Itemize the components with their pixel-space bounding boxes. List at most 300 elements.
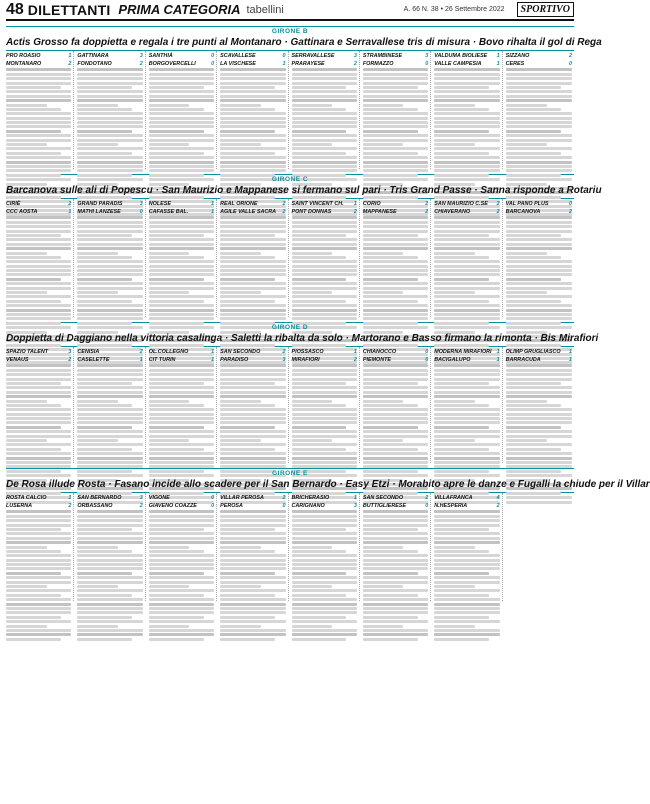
text-line	[292, 95, 357, 98]
text-line	[363, 121, 428, 124]
text-line	[6, 519, 71, 522]
text-line	[506, 395, 572, 398]
text-line	[77, 165, 142, 168]
text-line	[77, 519, 142, 522]
text-line	[77, 282, 142, 285]
text-line	[292, 278, 347, 281]
text-line	[506, 112, 572, 115]
text-line	[363, 572, 418, 575]
text-line	[149, 598, 214, 601]
text-line	[363, 112, 428, 115]
text-line	[6, 90, 71, 93]
group-title: GIRONE D	[6, 322, 574, 331]
text-line	[292, 519, 357, 522]
text-line	[292, 550, 347, 553]
text-line	[220, 546, 261, 549]
team-name: BARCANOVA	[505, 209, 541, 215]
text-line	[149, 300, 204, 303]
team-score-row	[292, 59, 357, 67]
team-name: BORGOVERCELLI	[148, 61, 196, 67]
text-line	[434, 448, 489, 451]
text-line	[363, 439, 404, 442]
text-line	[6, 326, 71, 329]
text-line	[6, 313, 71, 316]
text-line	[149, 252, 190, 255]
text-line	[149, 559, 214, 562]
text-line	[434, 519, 499, 522]
text-line	[434, 304, 499, 307]
text-line	[292, 439, 333, 442]
text-line	[434, 585, 475, 588]
text-line	[434, 117, 499, 120]
team-name: OLIMP GRUGLIASCO	[505, 349, 561, 355]
match-report	[149, 493, 217, 601]
text-line	[434, 532, 499, 535]
text-line	[220, 247, 285, 250]
text-line	[6, 633, 71, 636]
text-line	[149, 112, 214, 115]
text-line	[292, 247, 357, 250]
text-line	[149, 373, 214, 376]
text-line	[363, 152, 418, 155]
team-score-row	[220, 199, 285, 207]
text-line	[220, 404, 275, 407]
text-line	[434, 313, 499, 316]
text-line	[506, 317, 572, 320]
team-score-row	[363, 199, 428, 207]
text-line	[506, 77, 572, 80]
text-line	[220, 121, 285, 124]
text-line	[220, 282, 285, 285]
text-line	[506, 108, 562, 111]
text-line	[292, 139, 357, 142]
text-line	[149, 594, 204, 597]
team-score-row	[77, 59, 142, 67]
text-line	[149, 413, 214, 416]
text-line	[434, 391, 499, 394]
text-line	[292, 282, 357, 285]
text-line	[506, 117, 572, 120]
text-line	[363, 465, 428, 468]
text-line	[220, 169, 285, 172]
text-line	[363, 364, 428, 367]
text-line	[363, 408, 428, 411]
text-line	[363, 95, 428, 98]
text-line	[434, 413, 499, 416]
text-line	[363, 391, 428, 394]
team-score-row	[434, 355, 499, 363]
text-line	[220, 625, 261, 628]
text-line	[220, 287, 285, 290]
text-line	[149, 243, 214, 246]
text-line	[149, 265, 214, 268]
text-line	[77, 256, 132, 259]
text-line	[434, 435, 499, 438]
text-line	[506, 125, 572, 128]
team-score-row	[506, 207, 572, 215]
text-line	[6, 169, 71, 172]
text-line	[363, 576, 428, 579]
text-line	[77, 378, 142, 381]
text-line	[220, 82, 285, 85]
text-line	[220, 550, 275, 553]
publication-logo: SPORTIVO	[517, 2, 574, 17]
team-name: REAL ORIONE	[220, 201, 258, 207]
text-line	[149, 309, 214, 312]
text-line	[77, 576, 142, 579]
team-name: PONT DONNAS	[291, 209, 332, 215]
text-line	[6, 108, 61, 111]
team-score: 2	[425, 495, 429, 501]
text-line	[6, 121, 71, 124]
text-line	[506, 287, 572, 290]
text-line	[149, 287, 214, 290]
text-line	[220, 629, 285, 632]
text-line	[292, 400, 333, 403]
team-score-row	[149, 355, 214, 363]
text-line	[220, 221, 285, 224]
text-line	[363, 269, 428, 272]
text-line	[6, 546, 47, 549]
text-line	[149, 104, 190, 107]
text-line	[292, 143, 333, 146]
team-score: 3	[353, 53, 357, 59]
text-line	[77, 421, 142, 424]
text-line	[292, 165, 357, 168]
text-line	[220, 510, 285, 513]
text-line	[6, 287, 71, 290]
team-name: PRO ROASIO	[6, 53, 41, 59]
text-line	[6, 82, 71, 85]
text-line	[77, 225, 142, 228]
text-line	[434, 603, 499, 606]
team-score-row	[220, 207, 285, 215]
text-line	[292, 417, 357, 420]
text-line	[220, 161, 285, 164]
group-section	[6, 468, 650, 601]
text-line	[77, 90, 142, 93]
match-report	[6, 199, 74, 317]
team-score: 2	[425, 201, 429, 207]
text-line	[292, 77, 357, 80]
team-name: NOLESE	[148, 201, 171, 207]
text-line	[434, 230, 499, 233]
text-line	[292, 532, 357, 535]
text-line	[292, 230, 357, 233]
text-line	[149, 77, 214, 80]
text-line	[292, 386, 357, 389]
text-line	[434, 638, 489, 641]
text-line	[149, 225, 214, 228]
text-line	[220, 165, 285, 168]
team-score: 4	[496, 495, 500, 501]
text-line	[434, 400, 475, 403]
text-line	[506, 121, 572, 124]
text-line	[292, 295, 357, 298]
text-line	[434, 563, 499, 566]
text-line	[6, 256, 61, 259]
text-line	[363, 620, 428, 623]
text-line	[363, 528, 418, 531]
text-line	[434, 559, 499, 562]
text-line	[434, 99, 499, 102]
text-line	[506, 421, 572, 424]
text-line	[77, 585, 118, 588]
text-line	[149, 546, 190, 549]
team-name: LUSERNA	[6, 503, 33, 509]
text-line	[6, 413, 71, 416]
text-line	[434, 524, 499, 527]
text-line	[434, 611, 499, 614]
text-line	[506, 309, 572, 312]
text-line	[506, 465, 572, 468]
text-line	[363, 413, 428, 416]
text-line	[220, 391, 285, 394]
text-line	[363, 510, 428, 513]
text-line	[6, 585, 47, 588]
team-name: MATHI LANZESE	[77, 209, 121, 215]
text-line	[149, 247, 214, 250]
team-name: SPAZIO TALENT	[6, 349, 49, 355]
text-line	[506, 247, 572, 250]
text-line	[149, 121, 214, 124]
match-report	[220, 493, 288, 601]
text-line	[6, 304, 71, 307]
text-line	[363, 300, 418, 303]
text-line	[292, 225, 357, 228]
text-line	[149, 382, 204, 385]
text-line	[149, 572, 204, 575]
text-line	[506, 86, 562, 89]
text-line	[6, 317, 71, 320]
text-line	[434, 169, 499, 172]
team-score: 1	[569, 349, 572, 355]
text-line	[77, 616, 132, 619]
text-line	[77, 448, 132, 451]
text-line	[363, 265, 428, 268]
team-score-row	[6, 51, 71, 59]
text-line	[220, 309, 285, 312]
team-name: VILLAFRANCA	[434, 495, 473, 501]
text-line	[220, 300, 275, 303]
text-line	[434, 567, 499, 570]
text-line	[77, 391, 142, 394]
text-line	[363, 633, 428, 636]
text-line	[77, 295, 142, 298]
text-line	[220, 243, 285, 246]
text-line	[149, 528, 204, 531]
team-name: GRAND PARADIS	[77, 201, 123, 207]
text-line	[220, 90, 285, 93]
text-line	[6, 563, 71, 566]
team-score: 1	[211, 209, 215, 215]
team-score-row	[149, 207, 214, 215]
text-line	[77, 541, 142, 544]
text-line	[363, 125, 428, 128]
team-score: 0	[282, 53, 286, 59]
team-score: 2	[68, 357, 72, 363]
text-line	[6, 178, 71, 181]
text-line	[77, 607, 142, 610]
text-line	[363, 221, 428, 224]
text-line	[6, 322, 61, 325]
text-line	[149, 391, 214, 394]
text-line	[77, 77, 142, 80]
text-line	[220, 532, 285, 535]
text-line	[220, 408, 285, 411]
text-line	[6, 611, 71, 614]
text-line	[77, 435, 142, 438]
text-line	[434, 165, 499, 168]
text-line	[220, 86, 275, 89]
text-line	[220, 77, 285, 80]
text-line	[77, 112, 142, 115]
text-line	[220, 515, 285, 518]
team-score-row	[6, 199, 71, 207]
text-line	[149, 378, 214, 381]
text-line	[6, 309, 71, 312]
text-line	[220, 112, 285, 115]
team-score-row	[363, 207, 428, 215]
team-score: 0	[211, 503, 215, 509]
text-line	[6, 457, 71, 460]
text-line	[434, 121, 499, 124]
text-line	[292, 121, 357, 124]
text-line	[149, 421, 214, 424]
text-line	[434, 395, 499, 398]
text-line	[506, 278, 562, 281]
text-line	[363, 452, 428, 455]
text-line	[149, 313, 214, 316]
text-line	[220, 443, 285, 446]
team-score: 1	[211, 357, 215, 363]
text-line	[292, 629, 357, 632]
team-score: 2	[68, 201, 72, 207]
team-score: 3	[139, 53, 143, 59]
text-line	[77, 82, 142, 85]
team-name: PIEMONTE	[362, 357, 392, 363]
text-line	[220, 589, 285, 592]
text-line	[77, 572, 132, 575]
text-line	[363, 165, 428, 168]
team-score-row	[77, 501, 142, 509]
text-line	[363, 603, 428, 606]
tab-label: tabellini	[246, 3, 284, 16]
match-report	[292, 493, 360, 601]
text-line	[149, 90, 214, 93]
text-line	[220, 519, 285, 522]
text-line	[149, 638, 204, 641]
text-line	[6, 112, 71, 115]
text-line	[220, 457, 285, 460]
text-line	[6, 243, 71, 246]
text-line	[363, 147, 428, 150]
team-score: 0	[425, 503, 429, 509]
text-line	[292, 216, 357, 219]
text-line	[506, 439, 547, 442]
text-line	[149, 457, 214, 460]
text-line	[6, 559, 71, 562]
text-line	[6, 378, 71, 381]
team-score-row	[363, 51, 428, 59]
text-line	[434, 291, 475, 294]
team-score-row	[363, 493, 428, 501]
team-name: VENAUS	[6, 357, 29, 363]
match-report	[363, 51, 431, 169]
team-score: 2	[139, 349, 143, 355]
text-line	[77, 404, 132, 407]
team-score-row	[506, 347, 572, 355]
text-line	[292, 413, 357, 416]
team-name: AGILE VALLE SACRA	[220, 209, 277, 215]
team-score: 2	[282, 495, 286, 501]
match-report	[363, 347, 431, 463]
text-line	[363, 474, 428, 477]
team-name: SERRAVALLESE	[291, 53, 335, 59]
text-line	[434, 633, 499, 636]
text-line	[506, 448, 562, 451]
team-score-row	[6, 493, 71, 501]
text-line	[363, 90, 428, 93]
match-columns	[6, 50, 574, 169]
text-line	[6, 395, 71, 398]
text-line	[292, 68, 357, 71]
text-line	[363, 326, 428, 329]
text-line	[363, 143, 404, 146]
text-line	[292, 421, 357, 424]
text-line	[6, 386, 71, 389]
team-score: 2	[496, 201, 500, 207]
text-line	[149, 603, 214, 606]
text-line	[149, 152, 204, 155]
text-line	[292, 620, 357, 623]
text-line	[77, 430, 142, 433]
text-line	[77, 269, 142, 272]
text-line	[292, 576, 357, 579]
text-line	[363, 130, 418, 133]
text-line	[506, 216, 572, 219]
text-line	[149, 519, 214, 522]
team-name: BACIGALUPO	[434, 357, 471, 363]
text-line	[149, 510, 214, 513]
text-line	[6, 295, 71, 298]
text-line	[6, 68, 71, 71]
text-line	[220, 234, 275, 237]
text-line	[6, 143, 47, 146]
text-line	[6, 216, 71, 219]
text-line	[220, 537, 285, 540]
text-line	[506, 457, 572, 460]
team-score-row	[506, 199, 572, 207]
text-line	[6, 474, 71, 477]
text-line	[149, 304, 214, 307]
text-line	[77, 470, 132, 473]
text-line	[506, 269, 572, 272]
text-line	[6, 238, 71, 241]
text-line	[220, 386, 285, 389]
team-score-row	[149, 51, 214, 59]
text-line	[363, 417, 428, 420]
text-line	[6, 125, 71, 128]
team-score: 0	[425, 357, 429, 363]
team-score-row	[434, 347, 499, 355]
team-score: 2	[353, 61, 357, 67]
team-score: 0	[425, 349, 429, 355]
text-line	[506, 273, 572, 276]
match-report	[434, 347, 502, 463]
text-line	[363, 216, 428, 219]
text-line	[506, 443, 572, 446]
